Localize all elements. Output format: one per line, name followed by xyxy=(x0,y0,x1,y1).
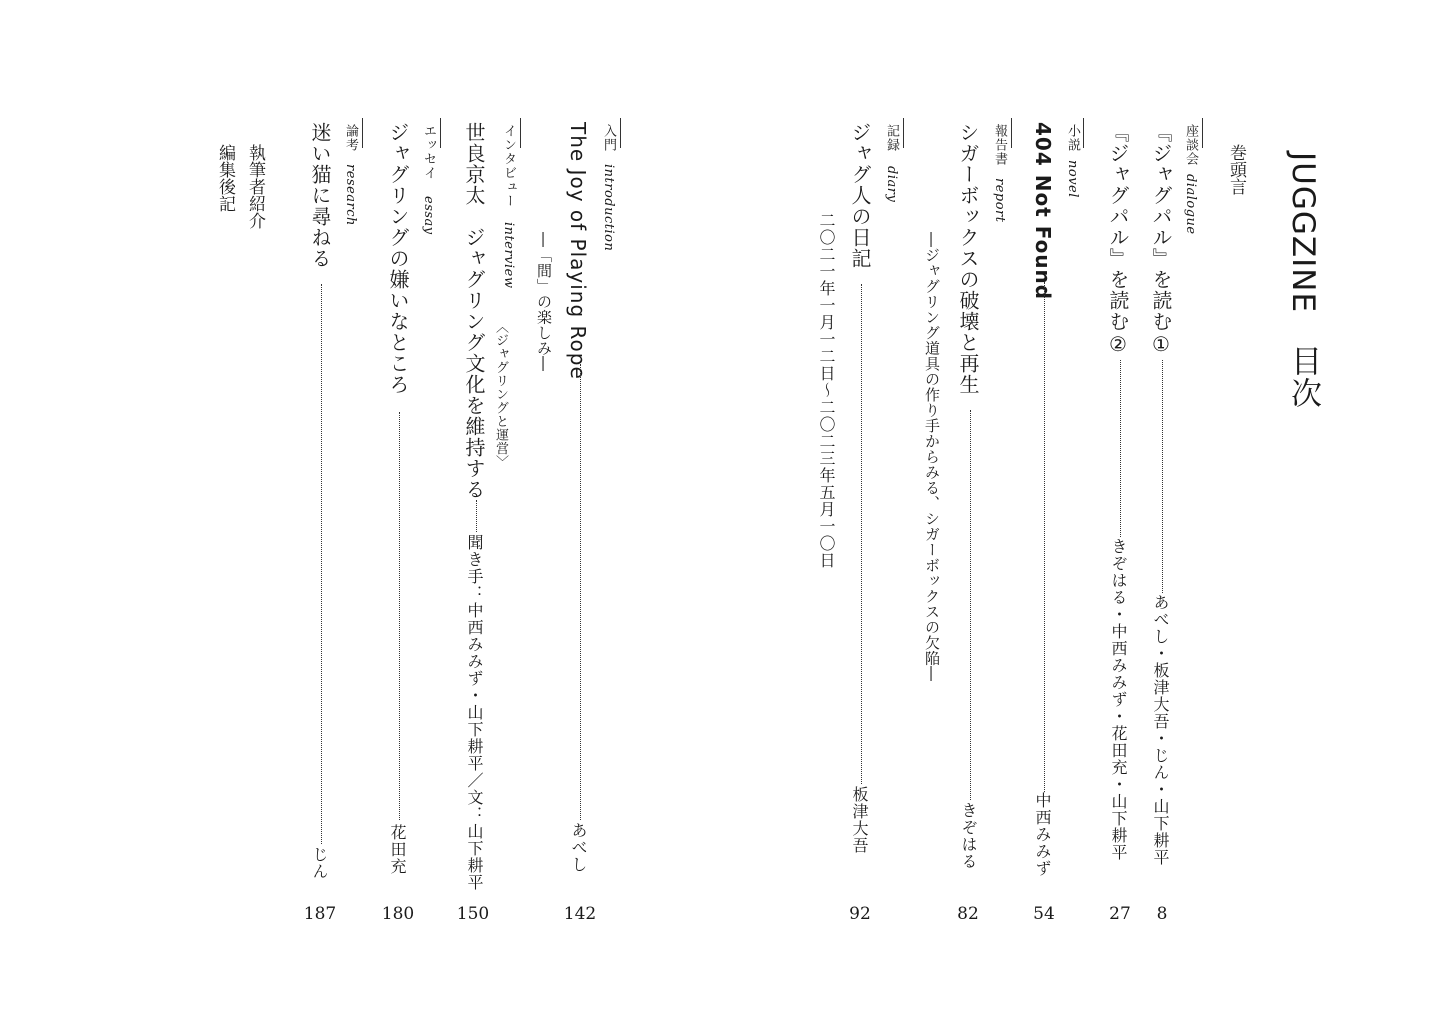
preface-heading: 巻頭言 xyxy=(1226,144,1246,195)
category-rule xyxy=(1011,118,1012,148)
entry-authors: 中西みみず xyxy=(1033,792,1052,877)
page-number: 180 xyxy=(381,904,415,924)
page-number: 92 xyxy=(849,904,871,924)
category-label: 論考 xyxy=(343,124,358,152)
entry-title[interactable]: 迷い猫に尋ねる xyxy=(308,122,332,269)
entry-authors: あべし xyxy=(569,822,588,873)
entry-title[interactable]: 404 Not Found xyxy=(1031,122,1055,301)
leader-dots xyxy=(399,412,400,820)
leader-dots xyxy=(1162,360,1163,593)
entry-authors: きぞはる・中西みみず・花田充・山下耕平 xyxy=(1109,538,1128,861)
entry-title[interactable]: シガーボックスの破壊と再生 xyxy=(956,122,980,395)
page-number: 187 xyxy=(303,904,337,924)
entry-title[interactable]: ジャグ人の日記 xyxy=(848,122,872,269)
category-label: エッセイ xyxy=(421,124,436,180)
entry-authors: 花田充 xyxy=(388,824,407,875)
entry-authors: じん xyxy=(310,846,329,880)
leader-dots xyxy=(321,284,322,844)
entry-subtitle: ―「間」の楽しみ― xyxy=(535,232,553,372)
page-number: 54 xyxy=(1033,904,1055,924)
entry-subtitle: 二〇二一年一月一二日〜二〇二三年五月一〇日 xyxy=(817,212,836,569)
category-label-en: report xyxy=(992,178,1007,223)
entry-authors: あべし・板津大吾・じん・山下耕平 xyxy=(1151,594,1170,866)
category-label: 報告書 xyxy=(992,124,1007,166)
entry-subtitle: 〈ジャグリングと運営〉 xyxy=(493,320,508,469)
category-rule xyxy=(440,118,441,148)
entry-authors: 聞き手：中西みみず・山下耕平／文：山下耕平 xyxy=(465,534,484,891)
page-number: 8 xyxy=(1156,904,1168,924)
page-number: 150 xyxy=(456,904,490,924)
leader-dots xyxy=(1120,360,1121,537)
category-rule xyxy=(362,118,363,148)
leader-dots xyxy=(970,410,971,800)
category-label: インタビュー xyxy=(501,124,516,208)
leader-dots xyxy=(476,500,477,532)
category-rule xyxy=(520,118,521,148)
category-label-en: novel xyxy=(1065,160,1080,198)
leader-dots xyxy=(580,364,581,820)
entry-authors: きぞはる xyxy=(959,802,978,870)
category-label: 記録 xyxy=(884,124,899,152)
category-label-en: dialogue xyxy=(1183,174,1198,235)
category-label: 座談会 xyxy=(1183,124,1198,166)
page-number: 82 xyxy=(957,904,979,924)
category-label-en: interview xyxy=(501,222,516,289)
leader-dots xyxy=(861,284,862,784)
leader-dots xyxy=(1044,282,1045,792)
category-rule xyxy=(1083,118,1084,148)
entry-authors: 板津大吾 xyxy=(850,786,869,854)
entry-title[interactable]: 世良京太 ジャグリング文化を維持する xyxy=(462,122,486,500)
page-title: JUGGZINE 目次 xyxy=(1285,152,1321,410)
category-label: 入門 xyxy=(601,124,616,152)
category-label-en: introduction xyxy=(601,164,616,252)
entry-title[interactable]: 『ジャグパル』を読む② xyxy=(1106,122,1130,357)
category-rule xyxy=(1202,118,1203,148)
category-label-en: research xyxy=(343,164,358,226)
category-rule xyxy=(620,118,621,148)
contributors-heading[interactable]: 執筆者紹介 xyxy=(245,144,265,229)
category-rule xyxy=(903,118,904,148)
category-label-en: diary xyxy=(884,166,899,203)
page-number: 142 xyxy=(563,904,597,924)
entry-title[interactable]: ジャグリングの嫌いなところ xyxy=(386,122,410,395)
entry-subtitle: ―ジャグリング道具の作り手からみる、シガーボックスの欠陥― xyxy=(923,232,941,682)
category-label: 小説 xyxy=(1065,124,1080,152)
entry-title[interactable]: The Joy of Playing Rope xyxy=(566,122,590,380)
category-label-en: essay xyxy=(421,196,436,235)
page-number: 27 xyxy=(1109,904,1131,924)
entry-title[interactable]: 『ジャグパル』を読む① xyxy=(1149,122,1173,357)
afterword-heading[interactable]: 編集後記 xyxy=(215,144,235,212)
